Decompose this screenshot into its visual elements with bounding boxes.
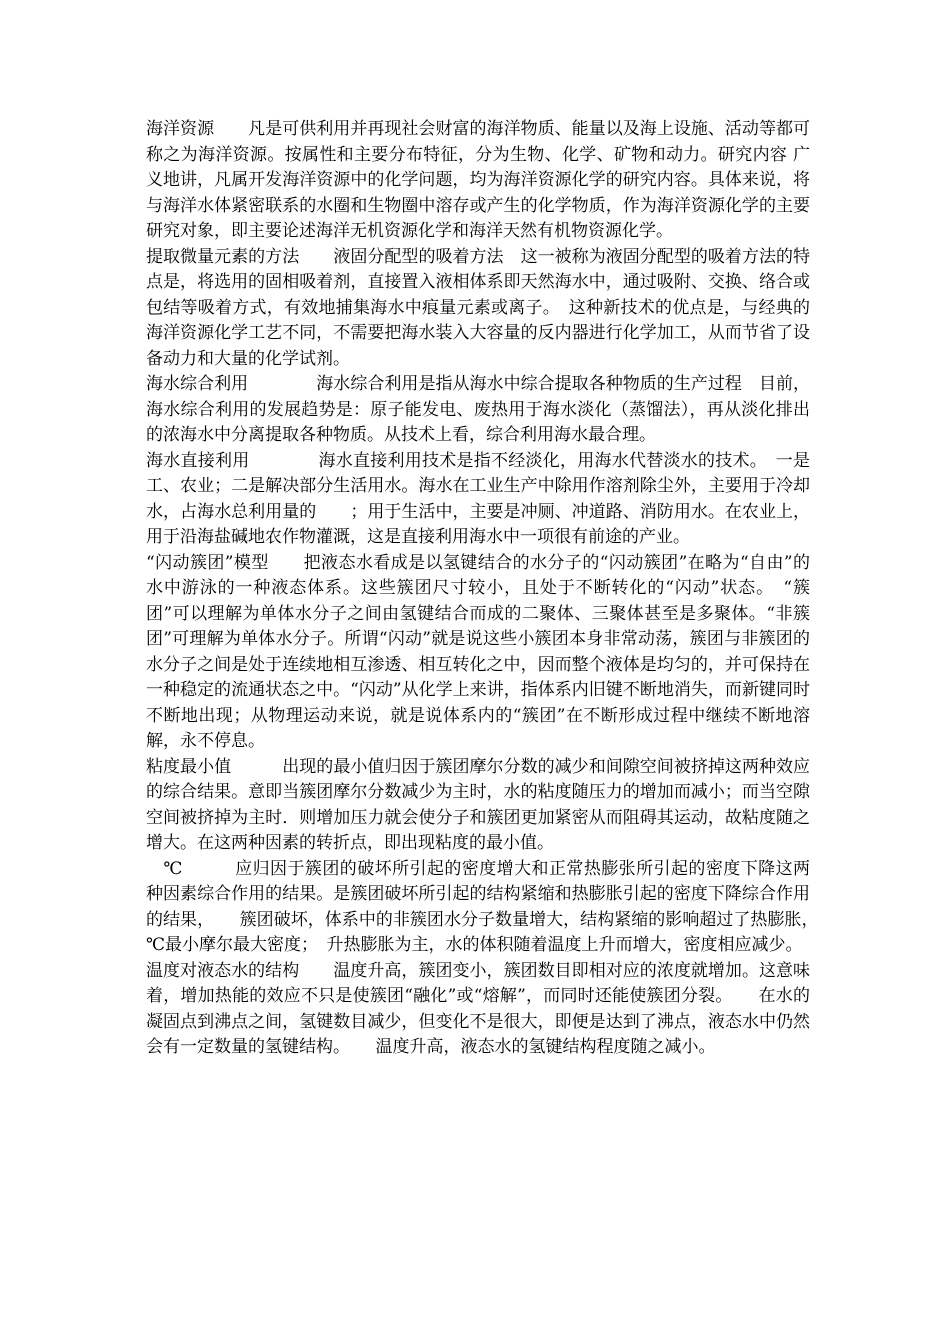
- heading-gap: [299, 247, 333, 267]
- paragraph-viscosity-minimum: [146, 755, 810, 857]
- heading-gap: [231, 757, 282, 777]
- paragraph-heading: 提取微量元素的方法: [146, 246, 300, 267]
- paragraph-body: 出现的最小值归因于簇团摩尔分数的减少和间隙空间被挤掉这两种效应的综合结果。意即当簇团摩尔分数减少为主时，水的粘度随压力的增加而减小；而当空隙空间被挤掉为主时．则增加压力就会使分子和簇团更加紧密从而阻碍其运动，故粘度随之增大。在这两种因素的转折点，即出现粘度的最小值。: [146, 756, 811, 853]
- heading-gap: [248, 374, 316, 394]
- paragraph-body: 凡是可供利用并再现社会财富的海洋物质、能量以及海上设施、活动等都可称之为海洋资源。按属性和主要分布特征，分为生物、化学、矿物和动力。研究内容 广义地讲，凡属开发海洋资源中的化学问题，均为海洋资源化学的研究内容。具体来说，将与海洋水体紧密联系的水圈和生物圈中溶存或产生的化学物质，作为海洋资源化学的主要研究对象，即主要论述海洋无机资源化学和海洋天然有机物资源化学。: [146, 119, 811, 241]
- heading-gap: [269, 553, 304, 573]
- paragraph-max-density: [146, 857, 827, 959]
- paragraph-comprehensive-use: [146, 372, 810, 449]
- paragraph-body: 把液态水看成是以氢键结合的水分子的“闪动簇团”在略为“自由”的水中游泳的一种液态体系。这些簇团尺寸较小，且处于不断转化的“闪动”状态。 “簇团”可以理解为单体水分子之间由氢键结合而成的二聚体、三聚体甚至是多聚体。“非簇团”可理解为单体水分子。所谓“闪动”就是说这些小簇团本身非常动荡，簇团与非簇团的水分子之间是处于连续地相互渗透、相互转化之中，因而整个液体是均匀的，并可保持在一种稳定的流通状态之中。“闪动”从化学上来讲，指体系内旧键不断地消失，而新键同时不断地出现；从物理运动来说，就是说体系内的“簇团”在不断形成过程中继续不断地溶解，永不停息。: [146, 552, 811, 751]
- paragraph-body: 海水综合利用是指从海水中综合提取各种物质的生产过程 目前，海水综合利用的发展趋势是：原子能发电、废热用于海水淡化（蒸馏法），再从淡化排出的浓海水中分离提取各种物质。从技术上看，综合利用海水最合理。: [146, 374, 811, 445]
- document-page: [146, 117, 827, 1061]
- paragraph-marine-resources: [146, 117, 810, 245]
- paragraph-body: 温度升高，簇团变小，簇团数目即相对应的浓度就增加。这意味着，增加热能的效应不只是使簇团“融化”或“熔解”，而同时还能使簇团分裂。 在水的凝固点到沸点之间，氢键数目减少，但变化不是很大，即便是达到了沸点，液态水中仍然会有一定数量的氢键结构。 温度升高，液态水的氢键结构程度随之减小。: [146, 960, 811, 1057]
- paragraph-temperature-structure: [146, 959, 810, 1061]
- paragraph-heading: 温度对液态水的结构: [146, 960, 300, 981]
- heading-gap: [299, 961, 333, 981]
- paragraph-direct-use: [146, 449, 810, 551]
- heading-gap: [250, 451, 319, 471]
- paragraph-heading: 海水直接利用: [146, 450, 250, 471]
- paragraph-heading: ℃: [146, 858, 183, 879]
- paragraph-heading: “闪动簇团”模型: [146, 552, 269, 573]
- paragraph-heading: 粘度最小值: [146, 756, 232, 777]
- heading-gap: [214, 119, 248, 139]
- paragraph-heading: 海水综合利用: [146, 374, 249, 394]
- paragraph-heading: 海洋资源: [146, 119, 215, 139]
- paragraph-flickering-cluster-model: [146, 551, 810, 755]
- paragraph-body: 液固分配型的吸着方法 这一被称为液固分配型的吸着方法的特点是，将选用的固相吸着剂，直接置入液相体系即天然海水中，通过吸附、交换、络合或包结等吸着方式，有效地捕集海水中痕量元素或离子。 这种新技术的优点是，与经典的海洋资源化学工艺不同，不需要把海水装入大容量的反内器进行化学加工，从而节省了设备动力和大量的化学试剂。: [146, 246, 811, 369]
- paragraph-trace-element-extraction: [146, 245, 810, 373]
- paragraph-body: 应归因于簇团的破坏所引起的密度增大和正常热膨张所引起的密度下降这两种因素综合作用的结果。是簇团破坏所引起的结构紧缩和热膨胀引起的密度下降综合作用的结果， 簇团破坏，体系中的非簇团水分子数量增大，结构紧缩的影响超过了热膨胀， ℃最小摩尔最大密度； 升热膨胀为主，水的体积随着温度上升而增大，密度相应减少。: [146, 858, 827, 955]
- heading-gap: [183, 859, 235, 879]
- paragraph-body: 海水直接利用技术是指不经淡化，用海水代替淡水的技术。 一是工、农业；二是解决部分生活用水。海水在工业生产中除用作溶剂除尘外，主要用于冷却水，占海水总利用量的 ；用于生活中，主要是冲厕、冲道路、消防用水。在农业上，用于沿海盐碱地农作物灌溉，这是直接利用海水中一项很有前途的产业。: [146, 450, 810, 547]
